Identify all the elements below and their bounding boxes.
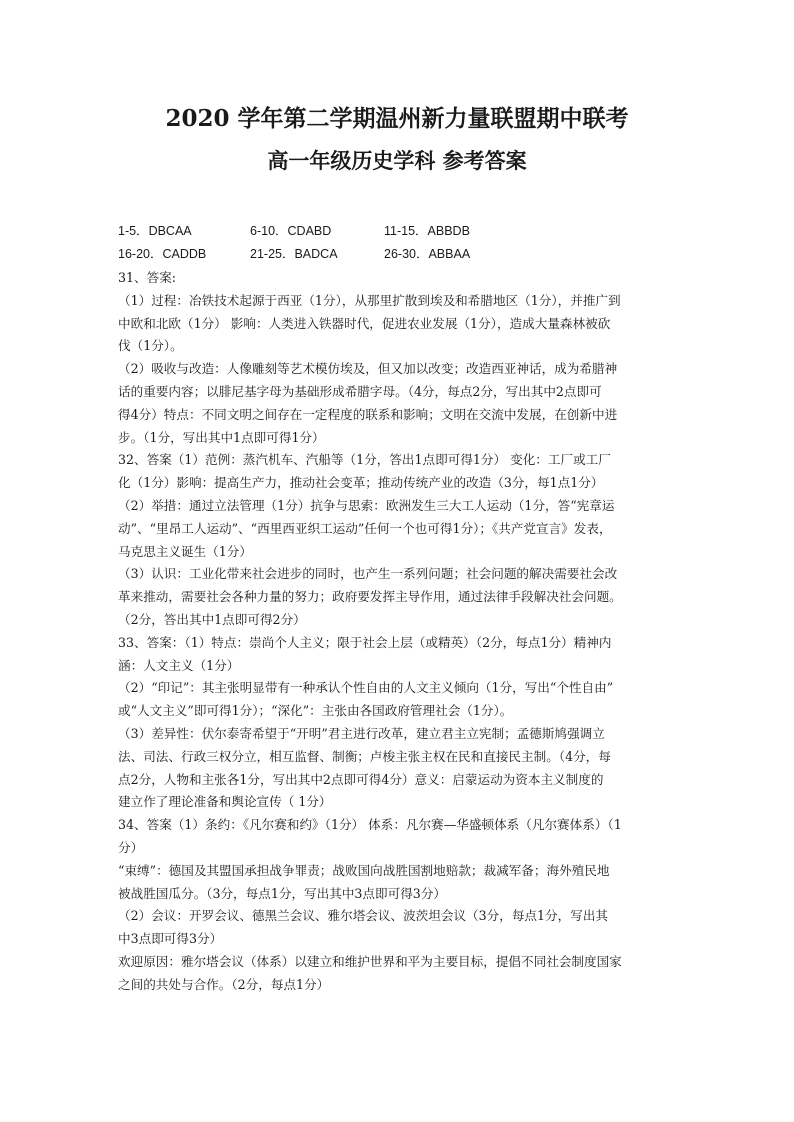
answer-line: “束缚”：德国及其盟国承担战争罪责；战败国向战胜国割地赔款；裁减军备；海外殖民地 [118,862,610,878]
answer-line: 革来推动，需要社会各种力量的努力；政府要发挥主导作用，通过法律手段解决社会问题。 [118,589,622,605]
answer-line: 马克思主义诞生（1分） [118,543,252,559]
answer-line: （2分，答出其中1点即可得2分） [118,611,306,627]
answer-body [118,267,684,997]
answer-line: 34、答案（1）条约：《凡尔赛和约》（1分） 体系：凡尔赛—华盛顿体系（凡尔赛体系）（1 [118,817,622,833]
answer-line: 涵：人文主义（1分） [118,657,240,673]
answer-line: （2）“印记”：其主张明显带有一种承认个性自由的人文主义倾向（1分，写出“个性自由” [118,680,614,696]
answer-line: （1）过程：冶铁技术起源于西亚（1分），从那里扩散到埃及和希腊地区（1分），并推广到 [118,292,621,308]
answer-line: 被战胜国瓜分。（3分，每点1分，写出其中3点即可得3分） [118,885,447,901]
answer-line: 动”、“里昂工人运动”、“西里西亚织工运动”任何一个也可得1分）；《共产党宣言》发表， [118,520,612,536]
document-subtitle: 高一年级历史学科 参考答案 [267,148,527,173]
answer-line: （2）举措：通过立法管理（1分）抗争与思索：欧洲发生三大工人运动（1分，答“宪章运 [118,497,615,513]
answer-line: 话的重要内容；以腓尼基字母为基础形成希腊字母。（4分，每点2分，写出其中2点即可 [118,383,602,399]
mc-row [118,244,678,267]
answer-line: 建立作了理论准备和舆论宣传（ 1分） [118,794,332,810]
answer-line: 中欧和北欧（1分） 影响：人类进入铁器时代，促进农业发展（1分），造成大量森林被砍 [118,315,611,331]
answer-line: 得4分）特点：不同文明之间存在一定程度的联系和影响；文明在交流中发展，在创新中进 [118,406,618,422]
answer-line: 之间的共处与合作。（2分，每点1分） [118,976,330,992]
answer-line: 32、答案（1）范例：蒸汽机车、汽船等（1分，答出1点即可得1分） 变化：工厂或工厂 [118,452,611,468]
answer-line: （3）认识：工业化带来社会进步的同时，也产生一系列问题；社会问题的解决需要社会改 [118,566,618,582]
mc-answer-group: 16-20．CADDB [118,247,207,261]
mc-answer-group: 6-10．CDABD [250,224,332,238]
answer-line: 31、答案: [118,270,177,285]
answer-line: 或“人文主义”即可得1分）；“深化”：主张由各国政府管理社会（1分）。 [118,703,513,719]
mc-answer-group: 21-25．BADCA [250,247,338,261]
answer-line: 33、答案：（1）特点：崇尚个人主义；限于社会上层（或精英）（2分，每点1分）精神内 [118,634,612,650]
mc-answer-group: 26-30．ABBAA [384,247,471,261]
answer-line: 分） [118,839,144,855]
answer-line: （2）会议：开罗会议、德黑兰会议、雅尔塔会议、波茨坦会议（3分，每点1分，写出其 [118,908,609,924]
answer-line: （2）吸收与改造：人像雕刻等艺术模仿埃及，但又加以改变；改造西亚神话，成为希腊神 [118,361,618,377]
answer-line: 中3点即可得3分） [118,931,223,947]
answer-line: （3）差异性：伏尔泰寄希望于“开明”君主进行改革，建立君主立宪制；孟德斯鸠强调立 [118,725,605,741]
answer-line: 欢迎原因：雅尔塔会议（体系）以建立和维护世界和平为主要目标，提倡不同社会制度国家 [118,953,622,969]
answer-line: 步。（1分，写出其中1点即可得1分） [118,429,325,445]
mc-answer-group: 1-5．DBCAA [118,224,192,238]
mc-row [118,221,678,244]
mc-answer-group: 11-15．ABBDB [384,224,470,238]
answer-line: 化（1分）影响：提高生产力，推动社会变革；推动传统产业的改造（3分，每1点1分） [118,475,604,491]
document-title: 2020 学年第二学期温州新力量联盟期中联考 [165,105,629,132]
answer-line: 法、司法、行政三权分立，相互监督、制衡；卢梭主张主权在民和直接民主制。（4分，每 [118,748,611,764]
answer-line: 点2分，人物和主张各1分，写出其中2点即可得4分）意义：启蒙运动为资本主义制度的 [118,771,604,787]
multiple-choice-answers [118,221,678,267]
answer-line: 伐（1分）。 [118,338,183,354]
